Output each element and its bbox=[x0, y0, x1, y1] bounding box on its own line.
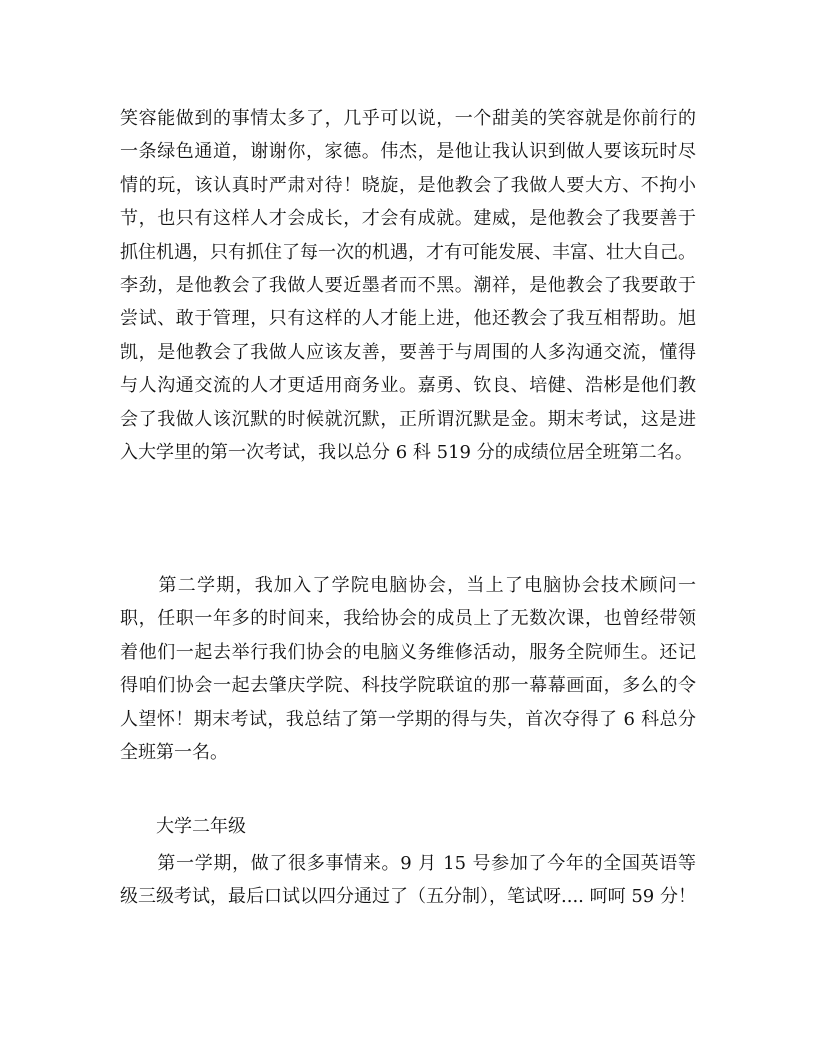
text-line: 入大学里的第一次考试，我以总分 6 科 519 分的成绩位居全班第二名。 bbox=[120, 442, 693, 464]
text-line: 节，也只有这样人才会成长，才会有成就。建威，是他教会了我要善于 bbox=[120, 208, 696, 230]
text-line: 人望怀！期末考试，我总结了第一学期的得与失，首次夺得了 6 科总分 bbox=[120, 708, 696, 730]
text-line: 着他们一起去举行我们协会的电脑义务维修活动，服务全院师生。还记 bbox=[120, 641, 696, 663]
text-line: 与人沟通交流的人才更适用商务业。嘉勇、钦良、培健、浩彬是他们教 bbox=[120, 375, 696, 397]
text-line: 笑容能做到的事情太多了，几乎可以说，一个甜美的笑容就是你前行的 bbox=[120, 108, 696, 129]
paragraph-friends bbox=[120, 102, 696, 469]
text-line: 级三级考试，最后口试以四分通过了（五分制），笔试呀.... 呵呵 59 分！ bbox=[120, 886, 696, 908]
section-heading-year-two bbox=[120, 810, 696, 843]
text-line: 第二学期，我加入了学院电脑协会，当上了电脑协会技术顾问一 bbox=[120, 575, 696, 596]
text-line: 第一学期，做了很多事情来。9 月 15 号参加了今年的全国英语等 bbox=[120, 853, 696, 874]
text-line: 一条绿色通道，谢谢你，家德。伟杰，是他让我认识到做人要该玩时尽 bbox=[120, 141, 696, 163]
text-line: 职，任职一年多的时间来，我给协会的成员上了无数次课，也曾经带领 bbox=[120, 608, 696, 630]
text-line: 抓住机遇，只有抓住了每一次的机遇，才有可能发展、丰富、壮大自己。 bbox=[120, 241, 696, 263]
text-line: 得咱们协会一起去肇庆学院、科技学院联谊的那一幕幕画面，多么的令 bbox=[120, 675, 696, 697]
text-line: 会了我做人该沉默的时候就沉默，正所谓沉默是金。期末考试，这是进 bbox=[120, 408, 696, 430]
text-line: 凯，是他教会了我做人应该友善，要善于与周围的人多沟通交流，懂得 bbox=[120, 341, 696, 363]
paragraph-year-two-first-semester bbox=[120, 847, 696, 914]
text-line: 尝试、敢于管理，只有这样的人才能上进，他还教会了我互相帮助。旭 bbox=[120, 308, 696, 330]
text-line: 大学二年级 bbox=[120, 816, 246, 837]
text-line: 情的玩，该认真时严肃对待！晓旋，是他教会了我做人要大方、不拘小 bbox=[120, 174, 696, 196]
text-line: 全班第一名。 bbox=[120, 742, 228, 764]
paragraph-second-semester bbox=[120, 569, 696, 769]
text-line: 李劲，是他教会了我做人要近墨者而不黑。潮祥，是他教会了我要敢于 bbox=[120, 275, 696, 297]
